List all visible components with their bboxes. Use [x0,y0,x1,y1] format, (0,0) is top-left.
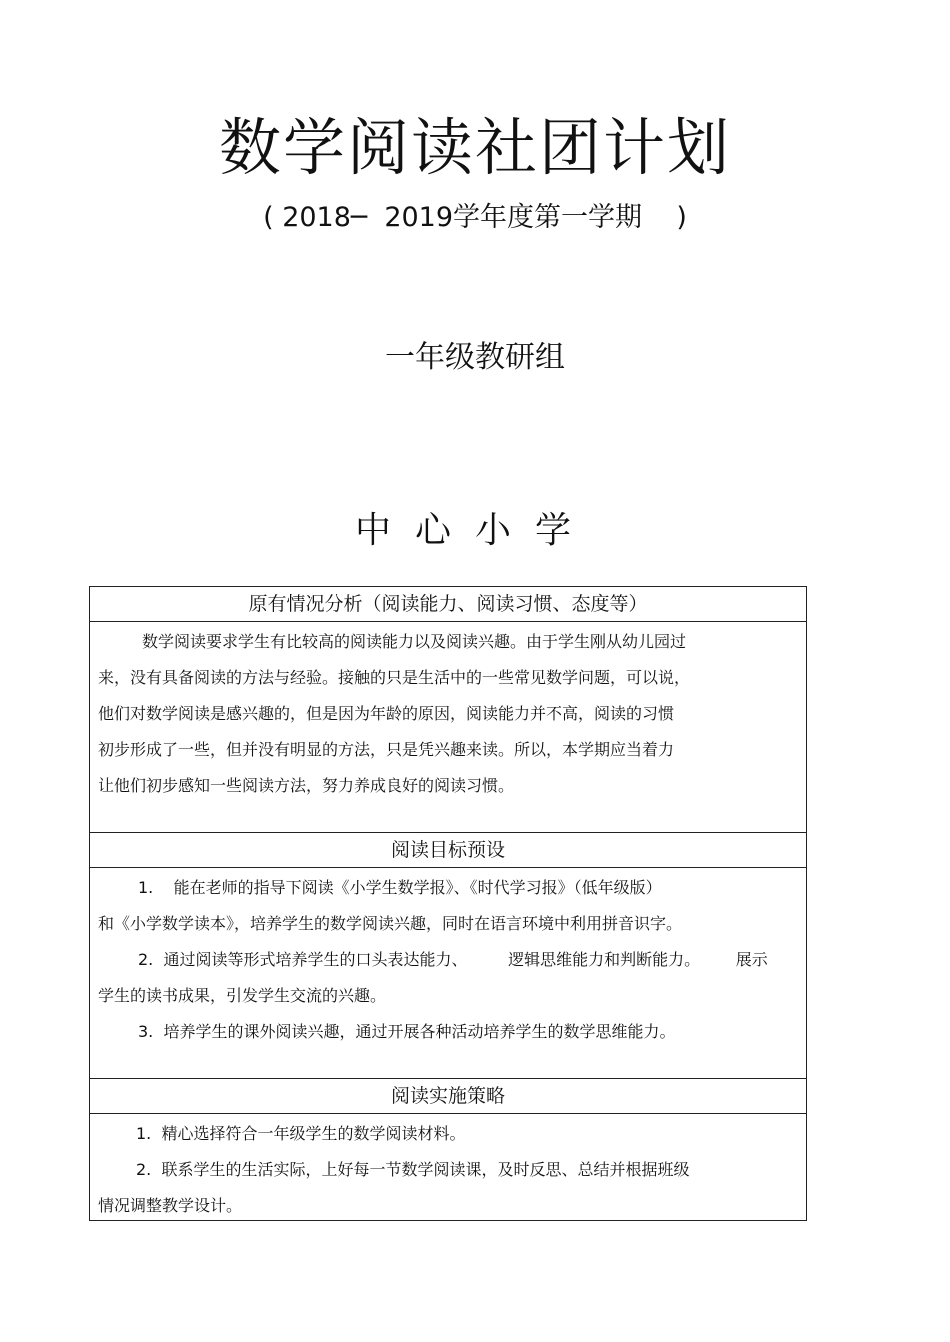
section-header-goals: 阅读目标预设 [90,833,806,868]
list-item: 2. 联系学生的生活实际，上好每一节数学阅读课，及时反思、总结并根据班级 [136,1160,690,1179]
paragraph-line: 让他们初步感知一些阅读方法，努力养成良好的阅读习惯。 [98,776,515,795]
school-name: 中心小学 [354,510,595,551]
list-item: 1. 能在老师的指导下阅读《小学生数学报》、《时代学习报》（低年级版） [138,878,662,897]
document-subtitle: ( 2018─ 2019学年度第一学期 ) [263,202,687,233]
paragraph-line: 初步形成了一些，但并没有明显的方法，只是凭兴趣来读。所以，本学期应当着力 [98,740,675,759]
list-item: 2. 通过阅读等形式培养学生的口头表达能力、 逻辑思维能力和判断能力。 展示 [138,950,768,969]
paragraph-line: 数学阅读要求学生有比较高的阅读能力以及阅读兴趣。由于学生刚从幼儿园过 [142,632,687,651]
list-item-continuation: 学生的读书成果，引发学生交流的兴趣。 [98,986,387,1005]
list-item-continuation: 情况调整教学设计。 [98,1196,243,1215]
section-header-strategy: 阅读实施策略 [90,1079,806,1114]
section-header-analysis: 原有情况分析（阅读能力、阅读习惯、态度等） [90,587,806,622]
list-item-continuation: 和《小学数学读本》，培养学生的数学阅读兴趣，同时在语言环境中利用拼音识字。 [98,914,683,933]
section-body-strategy [90,1114,806,1220]
paragraph-line: 来，没有具备阅读的方法与经验。接触的只是生活中的一些常见数学问题，可以说， [98,668,691,687]
plan-table [89,586,807,1221]
section-body-goals [90,868,806,1079]
section-body-analysis [90,622,806,833]
list-item: 1. 精心选择符合一年级学生的数学阅读材料。 [136,1124,466,1143]
paragraph-line: 他们对数学阅读是感兴趣的，但是因为年龄的原因，阅读能力并不高，阅读的习惯 [98,704,675,723]
document-title: 数学阅读社团计划 [218,111,731,184]
teaching-group: 一年级教研组 [385,340,565,375]
list-item: 3. 培养学生的课外阅读兴趣，通过开展各种活动培养学生的数学思维能力。 [138,1022,676,1041]
